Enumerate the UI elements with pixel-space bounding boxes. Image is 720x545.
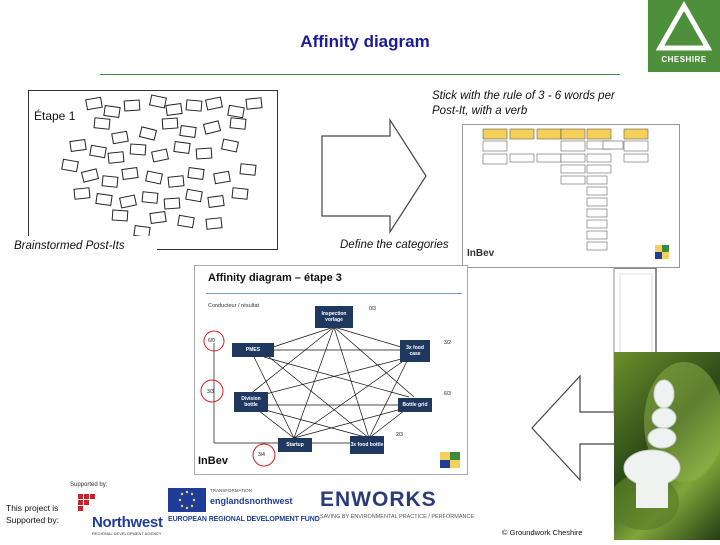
post-it-note [245,97,262,110]
title-divider [100,74,620,75]
northwest-name: Northwest [92,514,163,531]
post-it-note [95,193,112,206]
post-it-note [69,139,86,152]
post-it-note [167,175,184,188]
light-bulb-icon [614,352,720,540]
score-startup: 3/4 [258,452,265,458]
score-food-bottle: 2/3 [396,432,403,438]
post-it-note [93,117,110,130]
node-bottle-grid: Bottle grid [398,398,432,412]
step3-title: Affinity diagram – étape 3 [208,272,342,284]
erdf-label: EUROPEAN REGIONAL DEVELOPMENT FUND [168,516,320,523]
postit-rule-text: Stick with the rule of 3 - 6 words per Post-It, with a verb [432,90,615,117]
flag-mark-icon [440,452,460,468]
post-it-note [207,195,224,208]
enworks-logo: ENWORKS [320,488,437,511]
post-it-note [101,175,118,188]
post-it-note [162,117,179,129]
post-it-note [186,99,203,111]
brainstorm-caption: Brainstormed Post-Its [10,236,157,256]
relationship-lines [194,265,466,473]
right-arrow-icon [320,118,432,236]
inbev-logo: InBev [198,455,228,467]
englands-northwest-name: englandsnorthwest [210,496,293,506]
node-startup: Startup [278,438,312,452]
page-title: Affinity diagram [300,32,430,51]
inbev-logo-small: InBev [467,248,495,259]
score-inspection: 0/3 [369,306,376,312]
post-it-note [112,209,129,221]
post-it-note [231,187,248,200]
node-pmes: PMES [232,343,274,357]
northwest-logo-icon [78,494,96,514]
erdf-agency-label: TRANSFORMATION [210,488,252,493]
node-food-bottle: 3x food bottle [350,436,384,454]
logo-label: CHESHIRE [661,55,707,64]
post-it-note [173,141,190,154]
step3-subtitle: Conducteur / résultat [208,303,260,309]
post-it-note [73,187,90,200]
post-it-note [196,147,213,159]
post-it-note [229,117,246,130]
northwest-subtitle: REGIONAL DEVELOPMENT AGENCY [92,531,162,536]
post-it-note [130,143,147,155]
post-it-note [107,151,124,164]
node-inspection: Inspection vorlage [315,306,353,328]
post-it-note [121,167,138,180]
leaf-bulb-photo [614,352,720,540]
post-it-note [239,163,256,176]
score-division: 3/3 [207,389,214,395]
post-it-note [164,197,181,209]
step1-label: Étape 1 [34,109,76,123]
node-division: Division bottle [234,392,268,412]
score-bottle-grid: 6/3 [444,391,451,397]
enworks-tagline: SAVING BY ENVIRONMENTAL PRACTICE / PERFORMANCE [320,514,475,520]
post-it-note [179,125,196,138]
post-it-note [187,167,204,180]
eu-flag-icon [168,488,206,512]
post-it-note [165,103,182,116]
post-it-note [205,217,222,230]
copyright-text: © Groundwork Cheshire [502,528,583,537]
categories-grid-thumbnail [463,125,679,267]
categories-panel [462,124,680,268]
supported-by-label: Supported by: [70,482,108,488]
score-food-case: 3/2 [444,340,451,346]
post-it-note [124,99,141,111]
node-food-case: 3x food case [400,340,430,362]
post-it-note [141,191,158,204]
post-it-note [103,105,120,118]
score-pmes: 6/0 [208,338,215,344]
categories-caption: Define the categories [336,236,460,254]
project-support-text: This project is Supported by: [6,503,59,525]
post-it-note [149,211,166,224]
